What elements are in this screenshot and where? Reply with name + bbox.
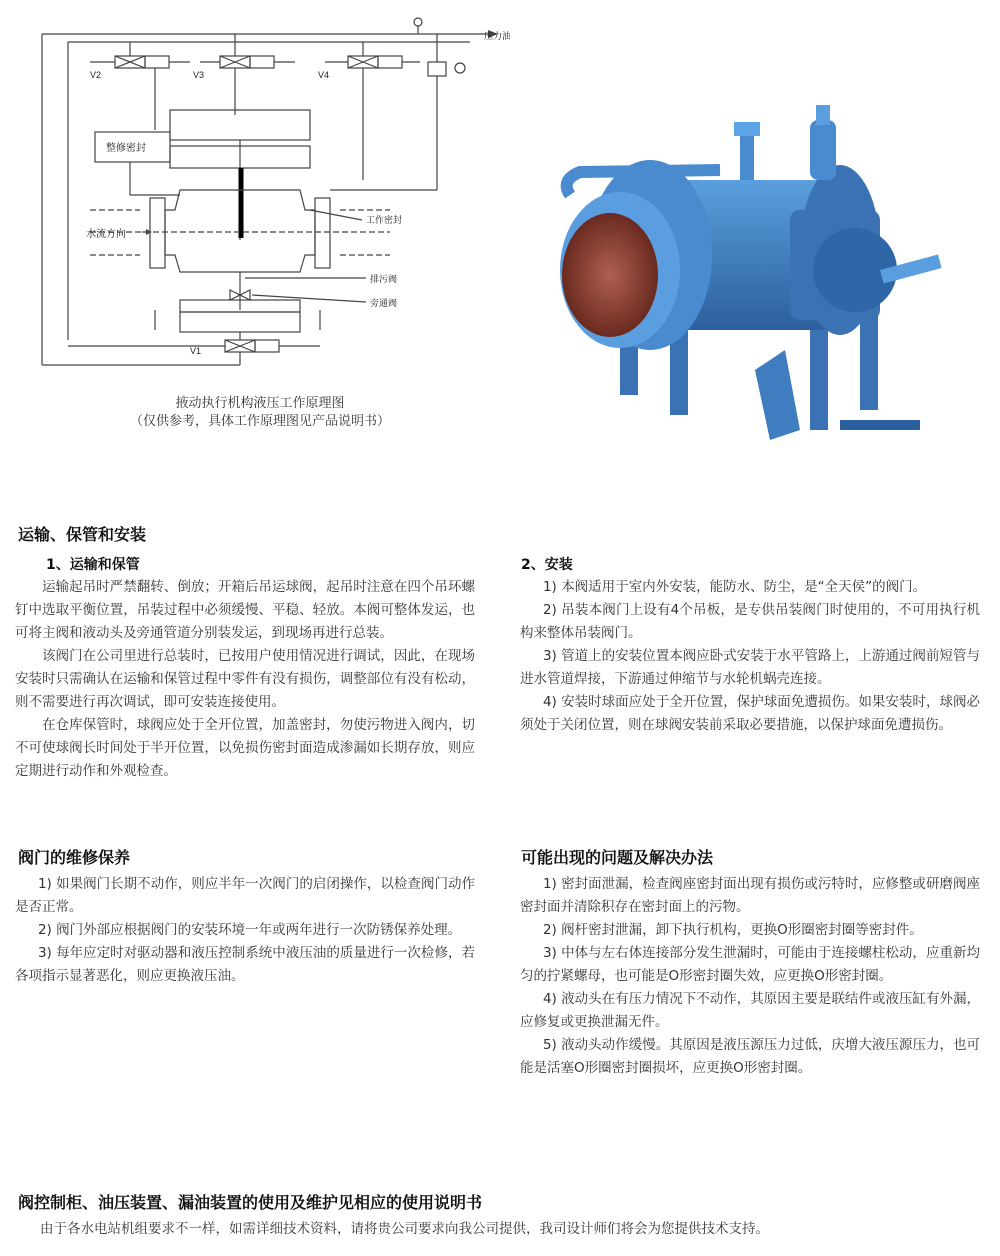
maintenance-para-2: 2) 阀门外部应根据阀门的安装环境一年或两年进行一次防锈保养处理。 <box>37 922 462 938</box>
problems-section-title: 可能出现的问题及解决办法 <box>521 848 714 867</box>
control-section-title: 阀控制柜、油压装置、漏油装置的使用及维护见相应的使用说明书 <box>18 1193 483 1212</box>
transport-para-2: 该阀门在公司里进行总装时，已按用户使用情况进行调试，因此，在现场安装时只需确认在运输和保管过程中零件有没有损伤，调整部位有没有松动，则不需要进行再次调试，即可安装连接使用。 <box>15 648 475 710</box>
v3-label: V3 <box>193 70 205 80</box>
v2-label: V2 <box>90 70 102 80</box>
v4-label: V4 <box>318 70 330 80</box>
work-seal-label: 工作密封 <box>366 215 403 225</box>
transport-para-1: 运输起吊时严禁翻转、倒放；开箱后吊运球阀，起吊时注意在四个吊环螺钉中选取平衡位置，吊装过程中必须缓慢、平稳、轻放。本阀可整体发运，也可将主阀和液动头及旁通管道分别装发运，到现场再进行总装。 <box>15 579 475 641</box>
install-para-2: 2) 吊装本阀门上设有4个吊板，是专供吊装阀门时使用的，不可用执行机构来整体吊装阀门。 <box>520 602 980 641</box>
transport-storage-body <box>15 576 475 783</box>
problems-para-1: 1) 密封面泄漏，检查阀座密封面出现有损伤或污特时，应修整或研磨阀座密封面并清除积存在密封面上的污物。 <box>520 876 980 915</box>
repair-seal-label: 整修密封 <box>106 143 146 154</box>
pressure-oil-label: 压力油 <box>484 31 510 41</box>
problems-para-4: 4) 液动头在有压力情况下不动作，其原因主要是联结件或液压缸有外漏，应修复或更换泄漏无件。 <box>520 991 980 1030</box>
diagram-caption-note: （仅供参考，具体工作原理图见产品说明书） <box>129 414 390 429</box>
install-subtitle: 2、安装 <box>521 557 573 573</box>
install-body <box>520 576 980 737</box>
maintenance-body <box>15 873 475 988</box>
maintenance-para-3: 3) 每年应定时对驱动器和液压控制系统中液压油的质量进行一次检修，若各项指示显著恶化，则应更换液压油。 <box>15 945 475 984</box>
drain-valve-label: 排污阀 <box>370 274 398 284</box>
valve-product-image <box>540 100 980 450</box>
water-flow-label: 水流方向 <box>86 229 126 240</box>
transport-section-title: 运输、保管和安装 <box>18 525 147 544</box>
maintenance-para-1: 1) 如果阀门长期不动作，则应半年一次阀门的启闭操作，以检查阀门动作是否正常。 <box>15 876 475 915</box>
maintenance-section-title: 阀门的维修保养 <box>18 848 131 867</box>
install-para-1: 1) 本阀适用于室内外安装，能防水、防尘，是“全天侯”的阀门。 <box>542 579 927 595</box>
transport-para-3: 在仓库保管时，球阀应处于全开位置，加盖密封，勿使污物进入阀内，切不可使球阀长时间处于半开位置，以免损伤密封面造成渗漏如长期存放，则应定期进行动作和外观检查。 <box>15 717 475 779</box>
install-para-3: 3) 管道上的安装位置本阀应卧式安装于水平管路上，上游通过阀前短管与进水管道焊接，下游通过伸缩节与水轮机蜗壳连接。 <box>520 648 980 687</box>
bypass-valve-label: 旁通阀 <box>370 298 398 308</box>
transport-storage-subtitle: 1、运输和保管 <box>46 557 140 573</box>
hydraulic-diagram <box>30 10 510 390</box>
problems-para-5: 5) 液动头动作缓慢。其原因是液压源压力过低，庆增大液压源压力，也可能是活塞O形圈密封圈损坏，应更换O形密封圈。 <box>520 1037 980 1076</box>
problems-para-2: 2) 阀杆密封泄漏，卸下执行机构，更换O形圈密封圈等密封件。 <box>542 922 923 938</box>
install-para-4: 4) 安装时球面应处于全开位置，保护球面免遭损伤。如果安装时，球阀必须处于关闭位置，则在球阀安装前采取必要措施，以保护球面免遭损伤。 <box>520 694 980 733</box>
v1-label: V1 <box>190 346 202 356</box>
problems-para-3: 3) 中体与左右体连接部分发生泄漏时，可能由于连接螺柱松动，应重新均匀的拧紧螺母，也可能是O形密封圈失效，应更换O形密封圈。 <box>520 945 980 984</box>
control-para: 由于各水电站机组要求不一样，如需详细技术资料，请将贵公司要求向我公司提供，我司设计师们将会为您提供技术支持。 <box>40 1221 769 1237</box>
diagram-caption: 掖动执行机构液压工作原理图 <box>175 396 345 411</box>
problems-body <box>520 873 980 1080</box>
